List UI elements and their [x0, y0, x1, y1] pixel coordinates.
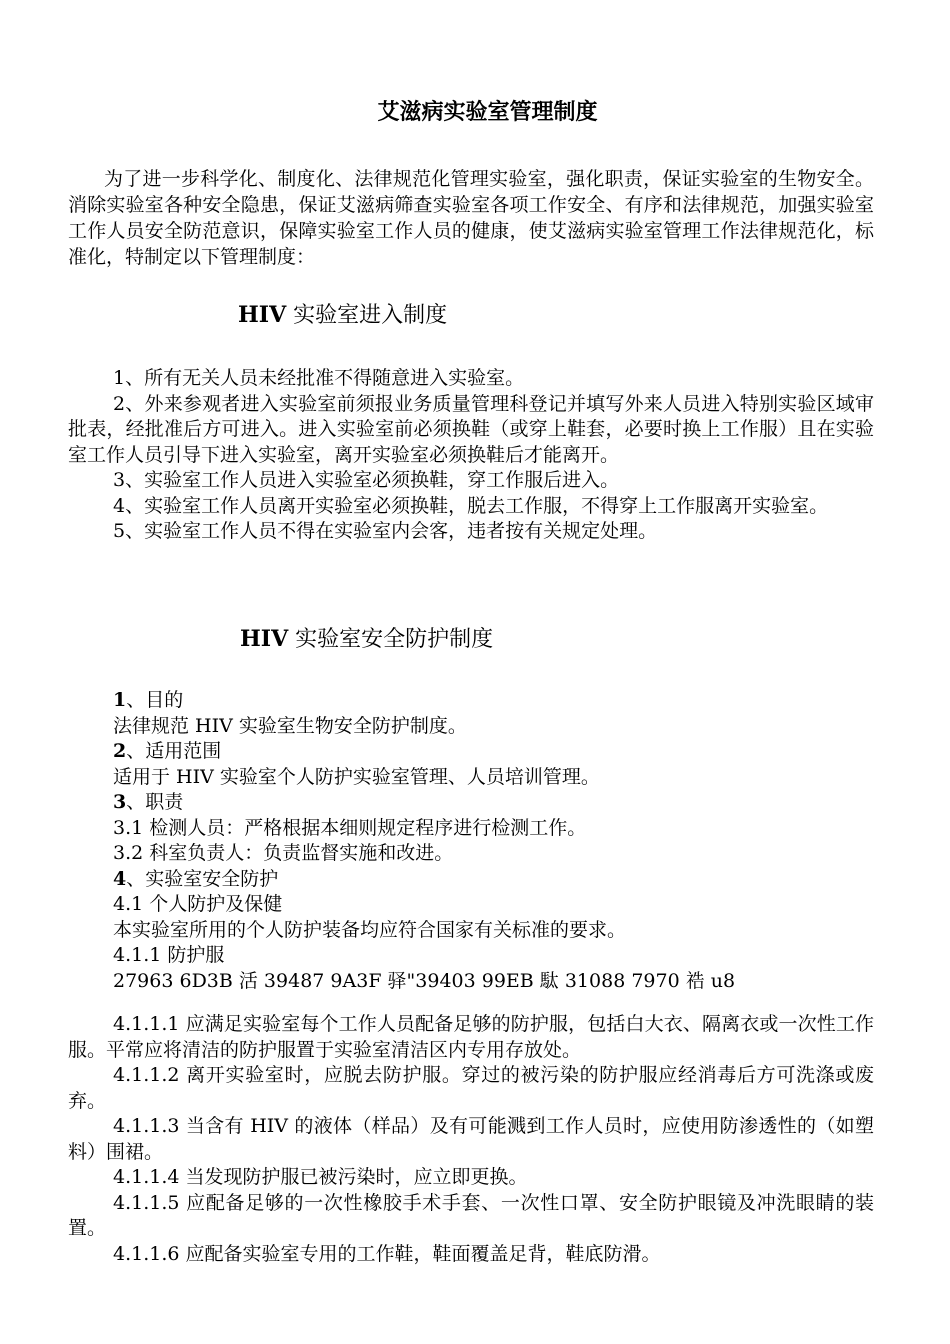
- section3-item: 4.1.1.4 当发现防护服已被污染时，应立即更换。: [113, 1166, 528, 1188]
- section2-line-number: 1: [113, 689, 127, 711]
- section2-heading: [240, 624, 493, 655]
- section3-item: 4.1.1.5 应配备足够的一次性橡胶手术手套、一次性口罩、安全防护眼镜及冲洗眼睛的装置。: [68, 1191, 874, 1239]
- section1-heading: [238, 300, 447, 331]
- section3-item: 4.1.1.6 应配备实验室专用的工作鞋，鞋面覆盖足背，鞋底防滑。: [113, 1242, 661, 1265]
- section3-item: 4.1.1.1 应满足实验室每个工作人员配备足够的防护服，包括白大衣、隔离衣或一次性工作服。平常应将清洁的防护服置于实验室清洁区内专用存放处。: [68, 1013, 874, 1061]
- section1-item: 2、外来参观者进入实验室前须报业务质量管理科登记并填写外来人员进入特别实验区域审批表，经批准后方可进入。进入实验室前必须换鞋（或穿上鞋套，必要时换上工作服）且在实验室工作人员引导下进入实验室，离开实验室必须换鞋后才能离开。: [68, 392, 874, 466]
- section2-line: 3.1 检测人员：严格根据本细则规定程序进行检测工作。: [113, 816, 587, 839]
- section3-body: [68, 1012, 874, 1267]
- section2-line: 27963 6D3B 活 39487 9A3F 驿"39403 99EB 駄 31088 7970 祰 u8: [113, 969, 736, 992]
- section2-line: [68, 790, 874, 816]
- section2-line: [68, 867, 874, 893]
- section2-line: [68, 688, 874, 714]
- section2-heading-text: 实验室安全防护制度: [288, 627, 494, 652]
- section1-body: [68, 366, 874, 545]
- section2-line: 3.2 科室负责人：负责监督实施和改进。: [113, 842, 454, 864]
- section1-item: 1、所有无关人员未经批准不得随意进入实验室。: [113, 367, 525, 389]
- section2-line-number: 4: [113, 867, 127, 890]
- section2-line-text: 、适用范围: [126, 740, 222, 762]
- section2-line-text: 、目的: [126, 689, 184, 711]
- section2-body: [68, 688, 874, 994]
- section2-heading-prefix: HIV: [240, 626, 289, 652]
- section2-line-number: 2: [113, 740, 127, 762]
- section2-line: [68, 739, 874, 765]
- section2-line: 本实验室所用的个人防护装备均应符合国家有关标准的要求。: [113, 918, 627, 941]
- section1-item: 3、实验室工作人员进入实验室必须换鞋，穿工作服后进入。: [113, 469, 620, 491]
- section2-line: 法律规范 HIV 实验室生物安全防护制度。: [113, 714, 467, 737]
- intro-section: [68, 166, 874, 270]
- document-title: 艾滋病实验室管理制度: [377, 100, 598, 125]
- section1-heading-text: 实验室进入制度: [286, 303, 448, 328]
- section2-line-number: 3: [113, 791, 127, 813]
- section3-item: 4.1.1.2 离开实验室时，应脱去防护服。穿过的被污染的防护服应经消毒后方可洗涤或废弃。: [68, 1064, 874, 1112]
- section2-line: 4.1.1 防护服: [113, 944, 225, 966]
- section1-item: 5、实验室工作人员不得在实验室内会客，违者按有关规定处理。: [113, 520, 658, 542]
- section2-line: 4.1 个人防护及保健: [113, 893, 283, 915]
- intro-paragraph: 为了进一步科学化、制度化、法律规范化管理实验室，强化职责，保证实验室的生物安全。消除实验室各种安全隐患，保证艾滋病筛查实验室各项工作安全、有序和法律规范，加强实验室工作人员安全防范意识，保障实验室工作人员的健康，使艾滋病实验室管理工作法律规范化，标准化，特制定以下管理制度：: [68, 168, 874, 268]
- section1-item: 4、实验室工作人员离开实验室必须换鞋，脱去工作服，不得穿上工作服离开实验室。: [113, 494, 829, 517]
- section3-item: 4.1.1.3 当含有 HIV 的液体（样品）及有可能溅到工作人员时，应使用防渗透性的（如塑料）围裙。: [68, 1115, 874, 1163]
- section1-heading-prefix: HIV: [238, 302, 287, 328]
- section2-line-text: 、职责: [126, 791, 184, 813]
- section2-line: 适用于 HIV 实验室个人防护实验室管理、人员培训管理。: [113, 765, 600, 788]
- section2-line-text: 、实验室安全防护: [126, 867, 279, 890]
